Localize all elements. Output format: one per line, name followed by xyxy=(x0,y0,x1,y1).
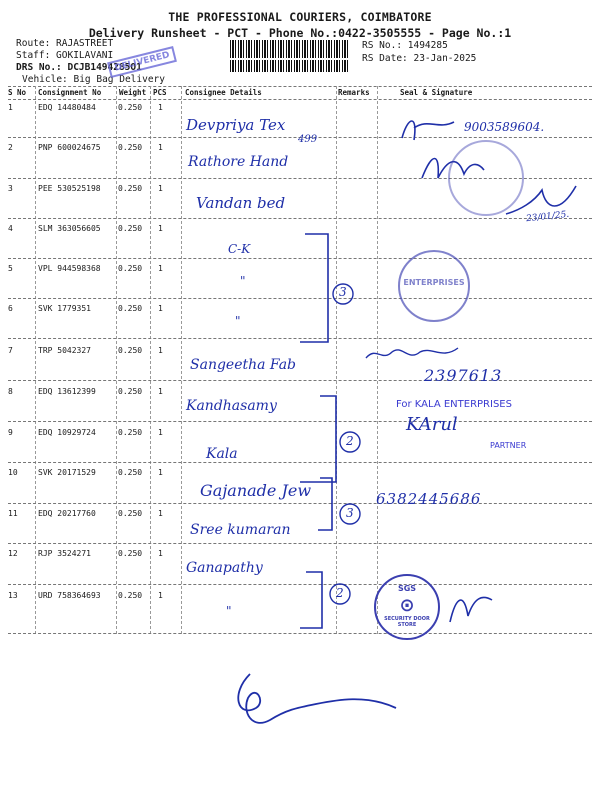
cell-weight: 0.250 xyxy=(118,468,143,477)
col-divider xyxy=(181,86,182,634)
barcode-1 xyxy=(230,40,350,58)
col-divider xyxy=(336,86,337,634)
cell-consignment: PNP 600024675 xyxy=(38,143,101,152)
group-count: 3 xyxy=(339,285,347,299)
cell-consignment: SVK 20171529 xyxy=(38,468,96,477)
ditto-mark: " xyxy=(226,604,232,618)
group-bracket-1 xyxy=(300,230,360,350)
cell-pcs: 1 xyxy=(158,468,163,477)
runsheet-signature xyxy=(226,668,406,738)
cell-sno: 6 xyxy=(8,304,13,313)
cell-consignment: SLM 363056605 xyxy=(38,224,101,233)
cell-weight: 0.250 xyxy=(118,304,143,313)
seal-text: SECURITY DOOR STORE xyxy=(384,616,430,628)
staff-label: Staff: GOKILAVANI xyxy=(16,50,114,61)
handwritten-consignee: Rathore Hand xyxy=(188,154,289,170)
cell-consignment: PEE 530525198 xyxy=(38,184,101,193)
signature-scribble xyxy=(446,586,496,630)
cell-sno: 2 xyxy=(8,143,13,152)
cell-pcs: 1 xyxy=(158,224,163,233)
cell-consignment: VPL 944598368 xyxy=(38,264,101,273)
handwritten-consignee: Sangeetha Fab xyxy=(190,357,296,373)
cell-pcs: 1 xyxy=(158,591,163,600)
cell-sno: 13 xyxy=(8,591,18,600)
cell-weight: 0.250 xyxy=(118,387,143,396)
cell-consignment: RJP 3524271 xyxy=(38,549,91,558)
cell-weight: 0.250 xyxy=(118,224,143,233)
cell-sno: 9 xyxy=(8,428,13,437)
cell-consignment: EDQ 10929724 xyxy=(38,428,96,437)
cell-weight: 0.250 xyxy=(118,143,143,152)
row-rule xyxy=(8,503,592,504)
row-rule xyxy=(8,543,592,544)
partner-label: PARTNER xyxy=(490,441,527,450)
cell-pcs: 1 xyxy=(158,103,163,112)
table-header-rule xyxy=(8,99,592,100)
handwritten-consignee: Gajanade Jew xyxy=(200,481,312,500)
col-divider xyxy=(35,86,36,634)
col-divider xyxy=(150,86,151,634)
handwritten-phone: 6382445686 xyxy=(376,490,482,508)
col-consignment: Consignment No xyxy=(38,88,102,97)
seal-text: ENTERPRISES xyxy=(403,278,465,287)
handwritten-consignee: Sree kumaran xyxy=(190,522,291,538)
barcode-2 xyxy=(230,60,350,72)
cell-consignment: URD 758364693 xyxy=(38,591,101,600)
cell-pcs: 1 xyxy=(158,143,163,152)
company-title: THE PROFESSIONAL COURIERS, COIMBATORE xyxy=(168,10,432,24)
cell-consignment: EDQ 20217760 xyxy=(38,509,96,518)
cell-weight: 0.250 xyxy=(118,591,143,600)
cell-weight: 0.250 xyxy=(118,549,143,558)
vehicle-label: Vehicle: Big Bag Delivery xyxy=(22,74,165,85)
table-header xyxy=(8,86,592,99)
cell-sno: 3 xyxy=(8,184,13,193)
cell-pcs: 1 xyxy=(158,304,163,313)
cell-pcs: 1 xyxy=(158,346,163,355)
handwritten-date: 23/01/25. xyxy=(525,209,570,225)
cell-weight: 0.250 xyxy=(118,346,143,355)
cell-pcs: 1 xyxy=(158,264,163,273)
col-divider xyxy=(116,86,117,634)
group-count: 2 xyxy=(346,434,354,448)
ditto-mark: " xyxy=(235,314,241,328)
handwritten-consignee: C-K xyxy=(228,242,251,256)
cell-sno: 12 xyxy=(8,549,18,558)
cell-pcs: 1 xyxy=(158,428,163,437)
rs-number: RS No.: 1494285 xyxy=(362,40,448,51)
drs-number: DRS No.: DCJB1494285O1 xyxy=(16,62,142,73)
cell-weight: 0.250 xyxy=(118,509,143,518)
cell-sno: 7 xyxy=(8,346,13,355)
ditto-mark: " xyxy=(240,274,246,288)
handwritten-consignee: Devpriya Tex xyxy=(186,116,286,134)
handwritten-consignee: Ganapathy xyxy=(186,560,263,576)
cell-weight: 0.250 xyxy=(118,264,143,273)
group-bracket-4 xyxy=(296,568,356,634)
handwritten-consignee: Vandan bed xyxy=(196,194,286,212)
cell-sno: 1 xyxy=(8,103,13,112)
rs-date: RS Date: 23-Jan-2025 xyxy=(362,53,477,64)
cell-pcs: 1 xyxy=(158,509,163,518)
seal-text: SGS xyxy=(397,584,417,593)
cell-weight: 0.250 xyxy=(118,103,143,112)
handwritten-phone: 9003589604. xyxy=(464,120,545,134)
cell-sno: 11 xyxy=(8,509,18,518)
route-label: Route: RAJASTREET xyxy=(16,38,114,49)
kala-enterprises-stamp: For KALA ENTERPRISES xyxy=(396,399,512,410)
handwritten-consignee: Kandhasamy xyxy=(186,398,277,414)
cell-pcs: 1 xyxy=(158,549,163,558)
seal-emblem: ⊙ xyxy=(399,595,415,616)
handwritten-consignee: Kala xyxy=(206,446,238,462)
group-bracket-3 xyxy=(318,474,368,534)
group-count: 3 xyxy=(346,506,354,520)
col-seal: Seal & Signature xyxy=(400,88,473,97)
cell-weight: 0.250 xyxy=(118,184,143,193)
cell-sno: 5 xyxy=(8,264,13,273)
row-rule xyxy=(8,380,592,381)
cell-pcs: 1 xyxy=(158,184,163,193)
group-count: 2 xyxy=(336,586,344,600)
col-consignee: Consignee Details xyxy=(185,88,262,97)
cell-sno: 10 xyxy=(8,468,18,477)
cell-weight: 0.250 xyxy=(118,428,143,437)
handwritten-signature: 2397613 xyxy=(424,366,503,385)
col-weight: Weight xyxy=(119,88,147,97)
cell-pcs: 1 xyxy=(158,387,163,396)
col-remarks: Remarks xyxy=(338,88,370,97)
enterprises-seal xyxy=(398,250,470,322)
cell-consignment: TRP 5042327 xyxy=(38,346,91,355)
handwritten-signature: KArul xyxy=(406,414,458,435)
col-pcs: PCS xyxy=(153,88,167,97)
cell-consignment: EDQ 13612399 xyxy=(38,387,96,396)
cell-consignment: SVK 1779351 xyxy=(38,304,91,313)
sgs-seal xyxy=(374,574,440,640)
handwritten-note: 499 xyxy=(298,134,318,145)
delivered-stamp: DELIVERED xyxy=(107,46,177,78)
cell-consignment: EDQ 14480484 xyxy=(38,103,96,112)
cell-sno: 4 xyxy=(8,224,13,233)
cell-sno: 8 xyxy=(8,387,13,396)
runsheet-subtitle: Delivery Runsheet - PCT - Phone No.:0422-3505555 - Page No.:1 xyxy=(88,26,512,40)
col-sno: S No xyxy=(8,88,27,97)
signature-scribble xyxy=(398,110,458,146)
